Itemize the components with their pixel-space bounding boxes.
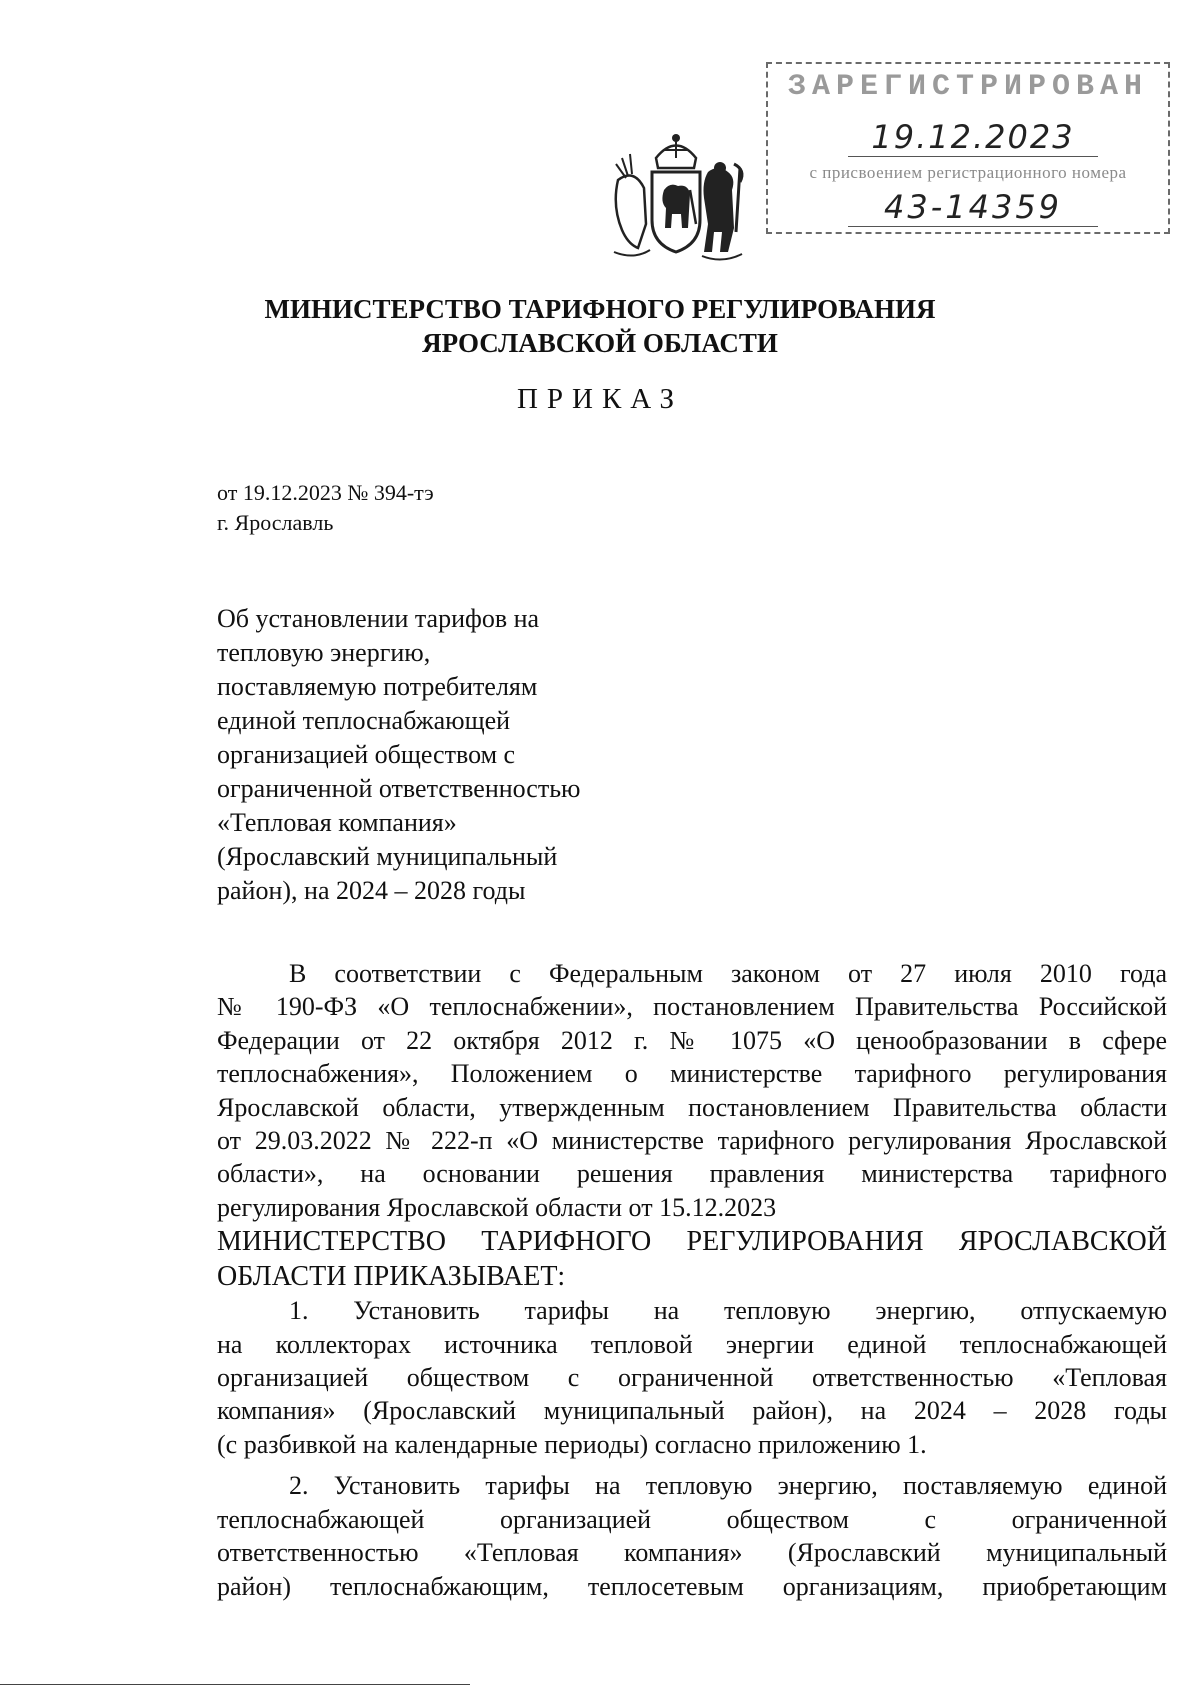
stamp-subtitle: с присвоением регистрационного номера — [809, 163, 1127, 182]
ministry-title — [0, 292, 1200, 360]
ministry-title-line-2: ЯРОСЛАВСКОЙ ОБЛАСТИ — [422, 328, 778, 358]
preamble-paragraph — [217, 957, 1167, 1224]
subject-line: район), на 2024 – 2028 годы — [217, 876, 526, 905]
order-city: г. Ярославль — [217, 510, 334, 535]
body-line: на коллекторах источника тепловой энергии единой теплоснабжающей — [217, 1329, 1167, 1359]
resolution-heading — [217, 1224, 1167, 1294]
footer-rule — [0, 1684, 470, 1685]
body-line: 2. Установить тарифы на тепловую энергию, поставляемую единой — [289, 1471, 1167, 1501]
stamp-date: 19.12.2023 — [848, 118, 1098, 157]
coat-of-arms-icon — [604, 128, 749, 268]
body-line: (с разбивкой на календарные периоды) согласно приложению 1. — [217, 1429, 927, 1459]
body-line: регулирования Ярославской области от 15.12.2023 — [217, 1192, 777, 1222]
body-line: № 190-ФЗ «О теплоснабжении», постановлением Правительства Российской — [217, 992, 1167, 1022]
order-date-number: от 19.12.2023 № 394-тэ — [217, 480, 434, 505]
subject-line: Об установлении тарифов на — [217, 604, 540, 633]
body-line: 1. Установить тарифы на тепловую энергию, отпускаемую — [289, 1296, 1167, 1326]
body-line: Ярославской области, утвержденным постановлением Правительства области — [217, 1092, 1167, 1122]
resolution-line: ОБЛАСТИ ПРИКАЗЫВАЕТ: — [217, 1261, 566, 1293]
subject-line: единой теплоснабжающей — [217, 706, 511, 735]
stamp-registration-number: 43-14359 — [848, 188, 1098, 227]
body-line: теплоснабжающей организацией обществом с ограниченной — [217, 1504, 1167, 1534]
body-line: Федерации от 22 октября 2012 г. № 1075 «О ценообразовании в сфере — [217, 1025, 1167, 1055]
subject-line: организацией обществом с — [217, 740, 516, 769]
document-type: ПРИКАЗ — [516, 383, 684, 415]
body-line: организацией обществом с ограниченной ответственностью «Тепловая — [217, 1363, 1167, 1393]
item-2-paragraph — [217, 1469, 1167, 1603]
subject-line: «Тепловая компания» — [217, 808, 457, 837]
item-1-paragraph — [217, 1294, 1167, 1461]
order-meta — [217, 478, 434, 538]
ministry-title-line-1: МИНИСТЕРСТВО ТАРИФНОГО РЕГУЛИРОВАНИЯ — [264, 294, 936, 324]
order-subject — [217, 602, 637, 908]
resolution-line: МИНИСТЕРСТВО ТАРИФНОГО РЕГУЛИРОВАНИЯ ЯРОСЛАВСКОЙ — [217, 1226, 1167, 1258]
body-line: район) теплоснабжающим, теплосетевым организациям, приобретающим — [217, 1571, 1167, 1601]
body-line: ответственностью «Тепловая компания» (Ярославский муниципальный — [217, 1538, 1167, 1568]
subject-line: поставляемую потребителям — [217, 672, 538, 701]
subject-line: тепловую энергию, — [217, 638, 431, 667]
registration-stamp — [766, 62, 1170, 234]
order-body — [217, 957, 1167, 1603]
body-line: области», на основании решения правления министерства тарифного — [217, 1159, 1167, 1189]
subject-line: (Ярославский муниципальный — [217, 842, 558, 871]
body-line: компания» (Ярославский муниципальный район), на 2024 – 2028 годы — [217, 1396, 1167, 1426]
body-line: В соответствии с Федеральным законом от 27 июля 2010 года — [289, 959, 1167, 988]
body-line: от 29.03.2022 № 222-п «О министерстве тарифного регулирования Ярославской — [217, 1126, 1167, 1156]
stamp-title: ЗАРЕГИСТРИРОВАН — [787, 70, 1149, 104]
body-line: теплоснабжения», Положением о министерстве тарифного регулирования — [217, 1059, 1167, 1089]
subject-line: ограниченной ответственностью — [217, 774, 581, 803]
